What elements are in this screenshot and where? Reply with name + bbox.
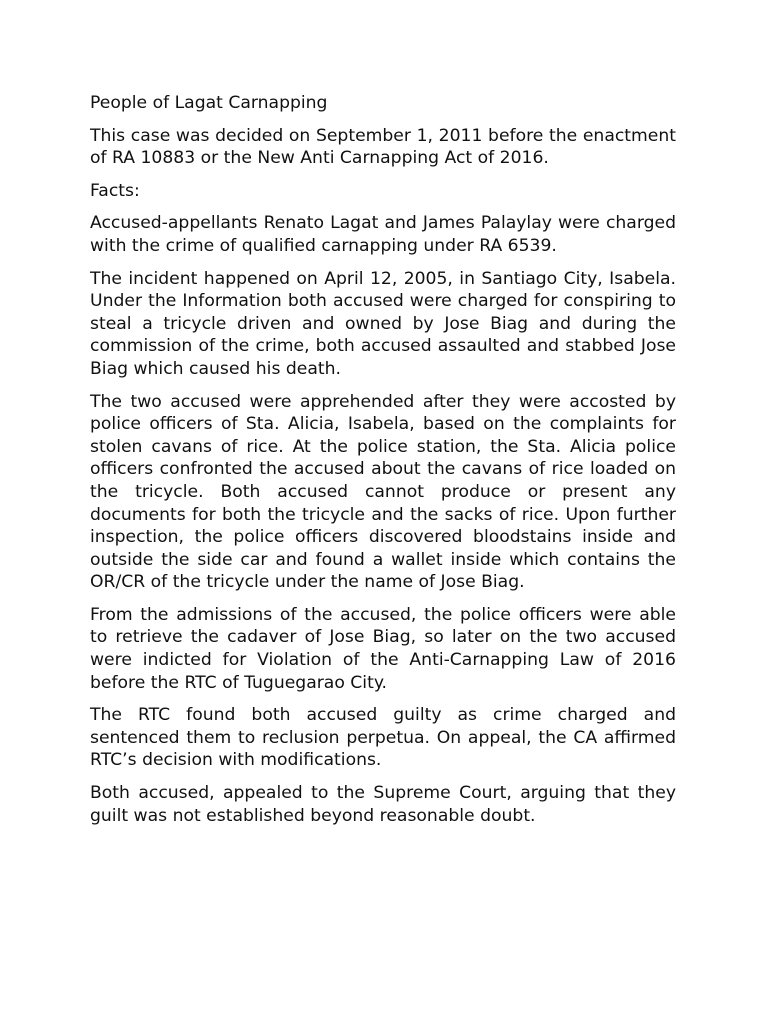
paragraph-incident: The incident happened on April 12, 2005, in Santiago City, Isabela. Under the Information both accused were charged for conspiring to steal a tricycle driven and owned by Jose Biag and during the commission of the crime, both accused assaulted and stabbed Jose Biag which caused his death. [90, 268, 676, 379]
paragraph-charges: Accused-appellants Renato Lagat and James Palaylay were charged with the crime of qualified carnapping under RA 6539. [90, 213, 676, 256]
document-title: People of Lagat Carnapping [90, 93, 328, 113]
paragraph-rtc-decision: The RTC found both accused guilty as crime charged and sentenced them to reclusion perpetua. On appeal, the CA affirmed RTC’s decision with modifications. [90, 705, 676, 771]
paragraph-indictment: From the admissions of the accused, the police officers were able to retrieve the cadaver of Jose Biag, so later on the two accused were indicted for Violation of the Anti-Carnapping Law of 2016 before the RTC of Tuguegarao City. [90, 604, 676, 693]
intro-paragraph: This case was decided on September 1, 2011 before the enactment of RA 10883 or the New Anti Carnapping Act of 2016. [90, 125, 676, 169]
paragraph-apprehension: The two accused were apprehended after they were accosted by police officers of Sta. Alicia, Isabela, based on the complaints for stolen cavans of rice. At the police station, the Sta. Alicia police officers confronted the accused about the cavans of rice loaded on the tricycle. Both accused cannot produce or present any documents for both the tricycle and the sacks of rice. Upon further inspection, the police officers discovered bloodstains inside and outside the side car and found a wallet inside which contains the OR/CR of the tricycle under the name of Jose Biag. [90, 391, 676, 593]
facts-heading: Facts: [90, 180, 140, 201]
document-page [90, 92, 676, 837]
paragraph-appeal: Both accused, appealed to the Supreme Court, arguing that they guilt was not established beyond reasonable doubt. [90, 783, 676, 826]
